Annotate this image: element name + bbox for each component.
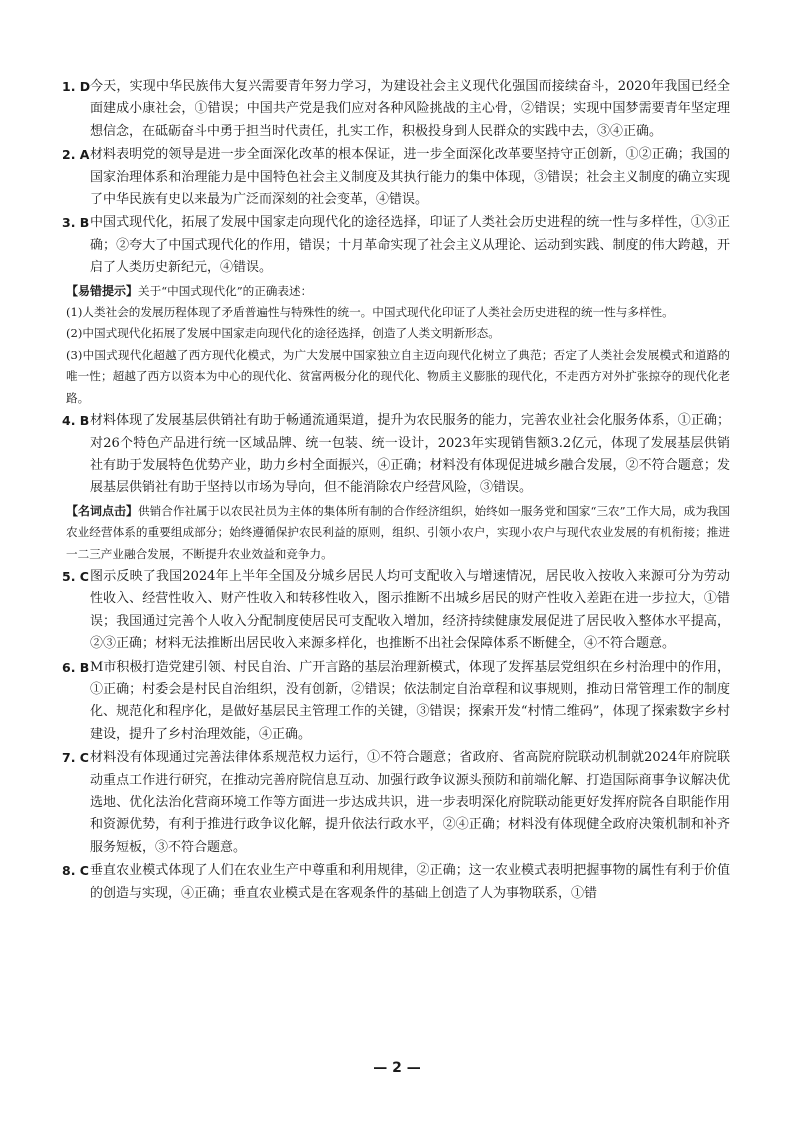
answer-text: 图示反映了我国2024年上半年全国及分城乡居民人均可支配收入与增速情况，居民收入按收入来源可分为劳动性收入、经营性收入、财产性收入和转移性收入，图示推断不出城乡居民的财产性收入差距在进一步拉大，①错误；我国通过完善个人收入分配制度使居民可支配收入增加，经济持续健康发展促进了居民收入整体水平提高，②③正确；材料无法推断出居民收入来源多样化，也推断不出社会保障体系不断健全，④不符合题意。 (90, 568, 730, 652)
term-tip-box (66, 501, 730, 565)
tip-paragraph: (3)中国式现代化超越了西方现代化模式，为广大发展中国家独立自主迈向现代化树立了典范；否定了人类社会发展模式和道路的唯一性；超越了西方以资本为中心的现代化、贫富两极分化的现代化、物质主义膨胀的现代化，不走西方对外扩张掠夺的现代化老路。 (66, 347, 730, 405)
answer-item-5 (62, 566, 730, 656)
answer-item-2 (62, 144, 730, 211)
answer-item-8 (62, 860, 730, 905)
tip-paragraph: (2)中国式现代化拓展了发展中国家走向现代化的途径选择，创造了人类文明新形态。 (66, 326, 500, 341)
tip-intro: 关于“中国式现代化”的正确表述： (138, 283, 313, 298)
answer-number: 3. B (62, 215, 90, 231)
answer-text: 今天，实现中华民族伟大复兴需要青年努力学习，为建设社会主义现代化强国而接续奋斗，2020年我国已经全面建成小康社会，①错误；中国共产党是我们应对各种风险挑战的主心骨，②错误；实现中国梦需要青年坚定理想信念，在砥砺奋斗中勇于担当时代责任，扎实工作，积极投身到人民群众的实践中去，③④正确。 (90, 79, 730, 139)
answer-text: 材料表明党的领导是进一步全面深化改革的根本保证，进一步全面深化改革要坚持守正创新，①②正确；我国的国家治理体系和治理能力是中国特色社会主义制度及其执行能力的集中体现，③错误；社会主义制度的确立实现了中华民族有史以来最为广泛而深刻的社会变革，④错误。 (90, 147, 730, 208)
answer-number: 4. B (62, 413, 90, 429)
answer-item-1 (62, 76, 730, 143)
answer-text: 材料没有体现通过完善法律体系规范权力运行，①不符合题意；省政府、省高院府院联动机制就2024年府院联动重点工作进行研究，在推动完善府院信息互动、加强行政争议源头预防和前端化解、打造国际商事争议解决优选地、优化法治化营商环境工作等方面进一步达成共识，进一步表明深化府院联动能更好发挥府院各自职能作用和资源优势，有利于推进行政争议化解，提升依法行政水平，②④正确；材料没有体现健全政府决策机制和补齐服务短板，③不符合题意。 (90, 750, 730, 855)
answer-item-4 (62, 410, 730, 500)
answer-number: 7. C (62, 750, 89, 766)
answer-item-6 (62, 657, 730, 747)
answer-text: 材料体现了发展基层供销社有助于畅通流通渠道，提升为农民服务的能力，完善农业社会化服务体系，①正确；对26个特色产品进行统一区域品牌、统一包装、统一设计，2023年实现销售额3.2亿元，体现了发展基层供销社有助于发展特色优势产业，助力乡村全面振兴，④正确；材料没有体现促进城乡融合发展，②不符合题意；发展基层供销社有助于坚持以市场为导向，但不能消除农户经营风险，③错误。 (90, 413, 730, 496)
answer-number: 5. C (62, 568, 89, 584)
answer-text: 中国式现代化，拓展了发展中国家走向现代化的途径选择，印证了人类社会历史进程的统一性与多样性，①③正确；②夸大了中国式现代化的作用，错误；十月革命实现了社会主义从理论、运动到实践、制度的伟大跨越，开启了人类历史新纪元，④错误。 (90, 215, 730, 276)
answer-item-3 (62, 212, 730, 279)
error-tip-box (66, 281, 730, 409)
answer-number: 8. C (62, 863, 89, 879)
tip-paragraph: (1)人类社会的发展历程体现了矛盾普遍性与特殊性的统一。中国式现代化印证了人类社会历史进程的统一性与多样性。 (66, 305, 674, 320)
answer-number: 1. D (62, 79, 91, 94)
answer-number: 2. A (62, 147, 90, 163)
answer-number: 6. B (62, 659, 90, 675)
answer-text: M市积极打造党建引领、村民自治、广开言路的基层治理新模式，体现了发挥基层党组织在乡村治理中的作用，①正确；村委会是村民自治组织，没有创新，②错误；依法制定自治章程和议事规则，推动日常管理工作的制度化、规范化和程序化，是做好基层民主管理工作的关键，③错误；探索开发“村情二维码”，体现了探索数字乡村建设，提升了乡村治理效能，④正确。 (90, 659, 730, 742)
answer-item-7 (62, 747, 730, 859)
answer-text: 垂直农业模式体现了人们在农业生产中尊重和利用规律，②正确；这一农业模式表明把握事物的属性有利于价值的创造与实现，④正确；垂直农业模式是在客观条件的基础上创造了人为事物联系，①错 (90, 863, 730, 901)
tip-title: 【易错提示】 (66, 283, 139, 298)
page-number: — 2 — (373, 1060, 421, 1076)
tip-title: 【名词点击】 (66, 503, 139, 518)
answer-content (62, 76, 730, 906)
tip-text: 供销合作社属于以农民社员为主体的集体所有制的合作经济组织，始终如一服务党和国家“三农”工作大局，成为我国农业经营体系的重要组成部分；始终遵循保护农民利益的原则，组织、引领小农户，实现小农户与现代农业发展的有机衔接；推进一二三产业融合发展，不断提升农业效益和竞争力。 (66, 503, 730, 561)
